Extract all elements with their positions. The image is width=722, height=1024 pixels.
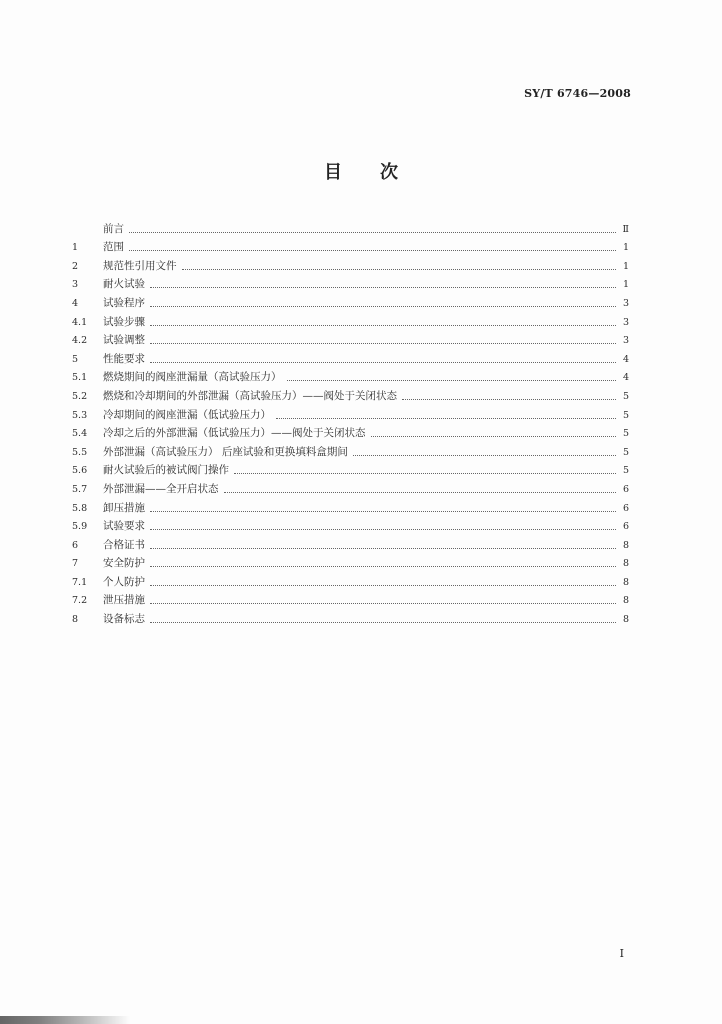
toc-entry-page: 6 [622, 483, 629, 495]
toc-entry-title: 性能要求 [103, 352, 145, 365]
toc-entry-number: 1 [72, 242, 79, 254]
toc-entry-page: 3 [622, 297, 629, 309]
toc-entry-title: 泄压措施 [103, 594, 145, 607]
toc-entry[interactable] [72, 403, 629, 422]
toc-entry-title: 冷却期间的阀座泄漏（低试验压力） [103, 408, 271, 421]
page-title-char-1: 目 [324, 162, 342, 183]
toc-entry-page: 6 [622, 521, 629, 533]
toc-entry-page: 5 [622, 390, 629, 402]
toc-entry-page: 4 [622, 353, 629, 365]
toc-dot-leader [287, 380, 617, 381]
toc-entry-title: 试验调整 [103, 334, 145, 347]
toc-entry-number: 7.1 [72, 576, 88, 588]
toc-entry[interactable] [72, 254, 629, 273]
toc-entry[interactable] [72, 440, 629, 459]
toc-entry-number: 5.4 [72, 428, 88, 440]
toc-entry-page: 3 [622, 316, 629, 328]
toc-entry[interactable] [72, 552, 629, 571]
toc-entry[interactable] [72, 589, 629, 608]
toc-entry-title: 冷却之后的外部泄漏（低试验压力）——阀处于关闭状态 [103, 427, 366, 440]
toc-entry-title: 个人防护 [103, 575, 145, 588]
scan-artifact [0, 1016, 130, 1024]
toc-dot-leader [224, 492, 617, 493]
toc-dot-leader [402, 399, 616, 400]
toc-entry-number: 4.2 [72, 335, 88, 347]
toc-entry-number: 5.3 [72, 409, 88, 421]
toc-entry-page: 5 [622, 409, 629, 421]
toc-entry-title: 外部泄漏——全开启状态 [103, 482, 219, 495]
toc-entry-page: 1 [622, 260, 629, 272]
toc-entry-title: 合格证书 [103, 538, 145, 551]
toc-dot-leader [150, 603, 616, 604]
toc-entry[interactable] [72, 422, 629, 441]
toc-entry-number: 6 [72, 539, 79, 551]
toc-entry-number: 7 [72, 558, 79, 570]
toc-entry[interactable] [72, 570, 629, 589]
toc-dot-leader [371, 436, 617, 437]
toc-entry-title: 试验步骤 [103, 315, 145, 328]
toc-entry-number: 3 [72, 279, 79, 291]
table-of-contents [72, 217, 629, 626]
toc-entry-number: 5.9 [72, 521, 88, 533]
toc-dot-leader [150, 622, 616, 623]
toc-entry-page: 5 [622, 465, 629, 477]
toc-dot-leader [353, 455, 616, 456]
toc-dot-leader [150, 566, 616, 567]
toc-entry-title: 耐火试验后的被试阀门操作 [103, 464, 229, 477]
toc-entry[interactable] [72, 477, 629, 496]
toc-entry-title: 设备标志 [103, 613, 145, 626]
toc-entry-page: 8 [622, 595, 629, 607]
page-title-char-2: 次 [380, 162, 398, 183]
toc-dot-leader [150, 511, 616, 512]
toc-entry-number: 4.1 [72, 316, 88, 328]
toc-dot-leader [129, 232, 616, 233]
toc-entry[interactable] [72, 291, 629, 310]
toc-entry-page: 5 [622, 428, 629, 440]
toc-entry[interactable] [72, 310, 629, 329]
toc-entry-page: Ⅱ [622, 223, 629, 235]
toc-entry[interactable] [72, 496, 629, 515]
toc-dot-leader [150, 325, 616, 326]
toc-entry-title: 规范性引用文件 [103, 259, 177, 272]
toc-dot-leader [150, 548, 616, 549]
toc-entry-number: 5.6 [72, 465, 88, 477]
toc-entry-title: 燃烧和冷却期间的外部泄漏（高试验压力）——阀处于关闭状态 [103, 389, 397, 402]
toc-entry[interactable] [72, 236, 629, 255]
toc-entry[interactable] [72, 347, 629, 366]
toc-entry-number: 7.2 [72, 595, 88, 607]
toc-entry-title: 安全防护 [103, 557, 145, 570]
toc-entry-title: 试验程序 [103, 296, 145, 309]
toc-entry[interactable] [72, 273, 629, 292]
toc-entry-number: 5.1 [72, 372, 88, 384]
toc-entry-title: 外部泄漏（高试验压力） 后座试验和更换填料盒期间 [103, 445, 348, 458]
toc-entry-page: 8 [622, 539, 629, 551]
toc-dot-leader [150, 362, 616, 363]
toc-dot-leader [276, 418, 616, 419]
toc-entry-page: 8 [622, 576, 629, 588]
toc-entry[interactable] [72, 533, 629, 552]
toc-entry-page: 3 [622, 335, 629, 347]
toc-dot-leader [150, 287, 616, 288]
toc-entry-page: 8 [622, 614, 629, 626]
toc-entry-number: 2 [72, 260, 79, 272]
toc-entry-number: 5 [72, 353, 79, 365]
toc-entry[interactable] [72, 459, 629, 478]
toc-entry-number: 8 [72, 614, 79, 626]
toc-entry-page: 1 [622, 242, 629, 254]
toc-dot-leader [150, 306, 616, 307]
toc-entry-number: 5.7 [72, 483, 88, 495]
toc-entry-number: 4 [72, 297, 79, 309]
toc-entry[interactable] [72, 515, 629, 534]
toc-entry-title: 耐火试验 [103, 278, 145, 291]
toc-entry-title: 卸压措施 [103, 501, 145, 514]
toc-dot-leader [150, 529, 616, 530]
toc-entry[interactable] [72, 329, 629, 348]
toc-dot-leader [150, 585, 616, 586]
toc-entry-page: 6 [622, 502, 629, 514]
toc-entry[interactable] [72, 607, 629, 626]
toc-entry-page: 8 [622, 558, 629, 570]
toc-dot-leader [182, 269, 617, 270]
toc-entry[interactable] [72, 384, 629, 403]
toc-entry-title: 试验要求 [103, 520, 145, 533]
toc-dot-leader [234, 473, 616, 474]
toc-entry-page: 5 [622, 446, 629, 458]
toc-dot-leader [129, 250, 616, 251]
toc-entry-page: 4 [622, 372, 629, 384]
toc-entry-title: 燃烧期间的阀座泄漏量（高试验压力） [103, 371, 282, 384]
toc-entry-number: 5.8 [72, 502, 88, 514]
page-number: I [619, 947, 624, 960]
standard-code: SY/T 6746—2008 [524, 87, 631, 100]
toc-dot-leader [150, 343, 616, 344]
toc-entry[interactable] [72, 366, 629, 385]
toc-entry-page: 1 [622, 279, 629, 291]
toc-entry-title: 前言 [103, 222, 124, 235]
toc-entry-number: 5.5 [72, 446, 88, 458]
toc-entry[interactable] [72, 217, 629, 236]
toc-entry-number: 5.2 [72, 390, 88, 402]
toc-entry-title: 范围 [103, 241, 124, 254]
page-title [0, 158, 722, 184]
